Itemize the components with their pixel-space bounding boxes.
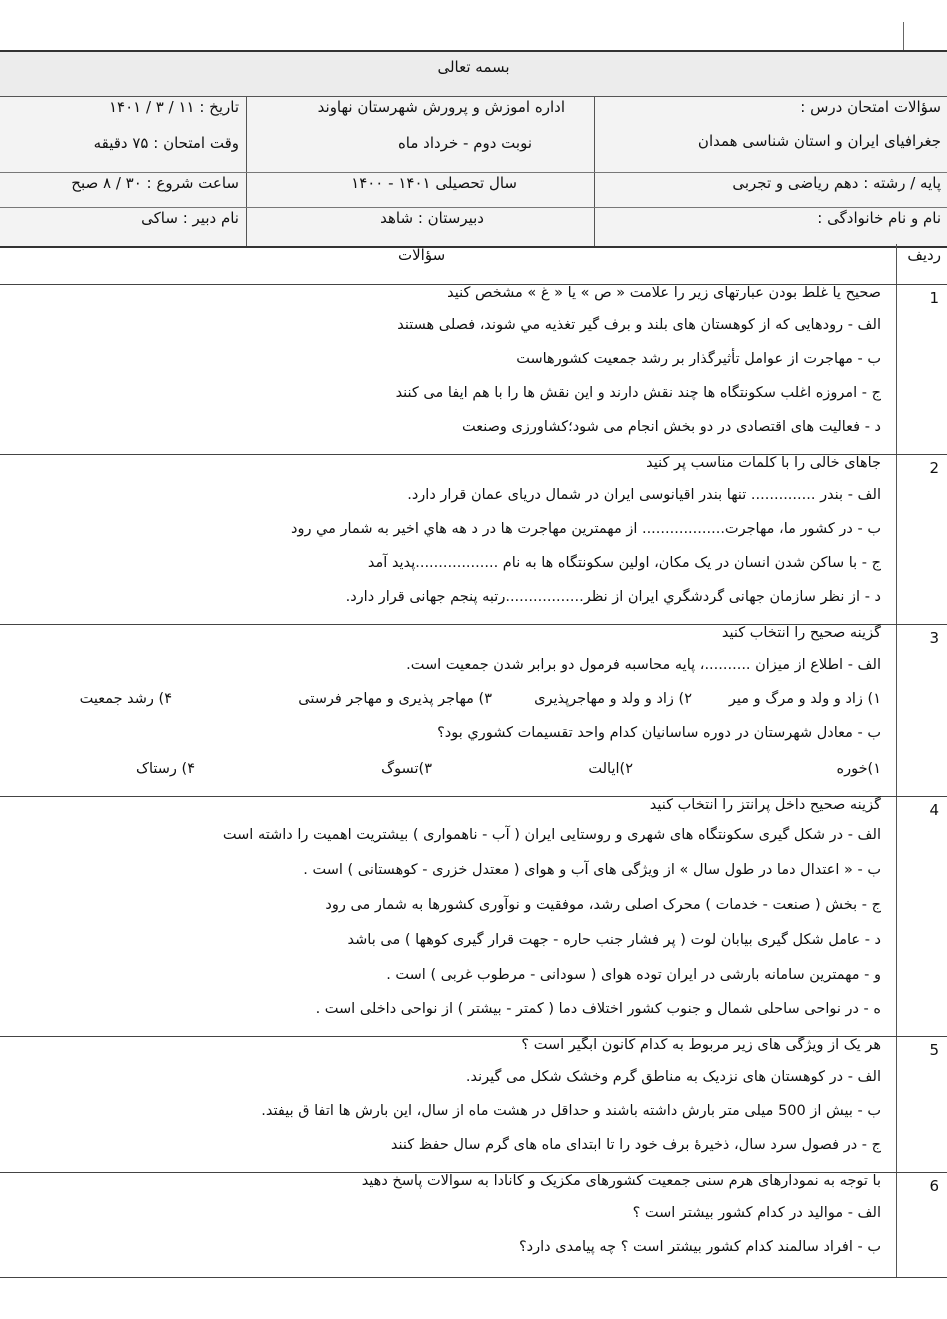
question-line: ب - معادل شهرستان در دوره ساسانیان کدام واحد تقسیمات کشوري بود؟ xyxy=(437,725,881,741)
option-2: ۲)ایالت xyxy=(588,761,633,777)
question-number: 1 xyxy=(929,289,939,307)
question-row-5 xyxy=(0,1036,947,1173)
student-name-field: نام و نام خانوادگی : xyxy=(817,209,941,227)
questions-table-header xyxy=(0,244,947,284)
school-name: دبیرستان : شاهد xyxy=(380,209,484,227)
question-line: الف - در کوهستان های نزدیک به مناطق گرم وخشک شکل می گیرند. xyxy=(465,1069,881,1085)
question-line: د - عامل شکل گیری بیابان لوت ( پر فشار جنب حاره - جهت قرار گیری کوهها ) می باشد xyxy=(347,932,881,948)
school-year: سال تحصیلی ۱۴۰۱ - ۱۴۰۰ xyxy=(351,174,517,192)
row-label: ردیف xyxy=(907,246,941,264)
question-row-3 xyxy=(0,624,947,797)
subject-name: جغرافیای ایران و استان شناسی همدان xyxy=(697,132,941,150)
question-title: هر یک از ویژگی های زیر مربوط به کدام کانون ابگیر است ؟ xyxy=(521,1037,881,1053)
question-line: ب - مهاجرت از عوامل تأثیرگذار بر رشد جمعیت کشورهاست xyxy=(516,351,881,367)
question-line: الف - موالید در کدام کشور بیشتر است ؟ xyxy=(632,1205,881,1221)
option-1: ۱) زاد و ولد و مرگ و میر xyxy=(728,691,881,707)
exam-duration: وقت امتحان : ۷۵ دقیقه xyxy=(93,134,239,152)
top-divider xyxy=(903,22,904,50)
question-row-1 xyxy=(0,284,947,455)
question-line: د - فعالیت های اقتصادی در دو بخش انجام می شود؛کشاورزی وصنعت xyxy=(461,419,881,435)
question-title: صحیح یا غلط بودن عبارتهای زیر را علامت « ص » یا « غ » مشخص کنید xyxy=(447,285,881,301)
question-line: ج - در فصول سرد سال، ذخیرهٔ برف خود را تا ابتدای ماه های گرم سال حفظ کنند xyxy=(390,1137,881,1153)
start-time: ساعت شروع : ۳۰ / ۸ صبح xyxy=(71,174,239,192)
question-line: ب - در کشور ما، مهاجرت.................. از مهمترین مهاجرت ها در د هه هاي اخیر به شمار مي رود xyxy=(290,521,881,537)
question-line: الف - در شکل گیری سکونتگاه های شهری و روستایی ایران ( آب - ناهمواری ) بیشتریت اهمیت را داشته است xyxy=(222,827,881,843)
question-row-6 xyxy=(0,1172,947,1278)
question-line: الف - بندر .............. تنها بندر اقیانوسی ایران در شمال دریای عمان قرار دارد. xyxy=(407,487,881,503)
question-number: 6 xyxy=(929,1177,939,1195)
question-line: ه - در نواحی ساحلی شمال و جنوب کشور اختلاف دما ( کمتر - بیشتر ) از نواحی داخلی است . xyxy=(315,1001,881,1017)
option-4: ۴) رشد جمعیت xyxy=(79,691,172,707)
question-line: و - مهمترین سامانه بارشی در ایران توده هوای ( سودانی - مرطوب غربی ) است . xyxy=(386,967,881,983)
exam-label: سؤالات امتحان درس : xyxy=(800,98,941,116)
option-3: ۳)تسوگ xyxy=(381,761,432,777)
question-title: جاهای خالی را با کلمات مناسب پر کنید xyxy=(646,455,881,471)
question-line: ب - « اعتدال دما در طول سال » از ویژگی های آب و هوای ( معتدل خزری - کوهستانی ) است . xyxy=(303,862,881,878)
question-title: گزینه صحیح داخل پرانتز را انتخاب کنید xyxy=(649,797,881,813)
bismillah: بسمه تعالی xyxy=(437,58,510,76)
question-title: با توجه به نمودارهای هرم سنی جمعیت کشورهای مکزیک و کانادا به سوالات پاسخ دهید xyxy=(361,1173,881,1189)
question-line: الف - اطلاع از میزان ..........، پایه محاسبه فرمول دو برابر شدن جمعیت است. xyxy=(406,657,881,673)
office-name: اداره اموزش و پرورش شهرستان نهاوند xyxy=(317,98,565,116)
option-3: ۳) مهاجر پذیری و مهاجر فرستی xyxy=(298,691,492,707)
question-number: 4 xyxy=(929,801,939,819)
header-title-band xyxy=(0,52,947,96)
option-4: ۴) رستاک xyxy=(136,761,195,777)
question-line: ج - با ساکن شدن انسان در یک مکان، اولین سکونتگاه ها به نام ..................پدید آمد xyxy=(367,555,881,571)
option-1: ۱)خوره xyxy=(836,761,881,777)
question-line: الف - رودهایی که از کوهستان های بلند و برف گیر تغذیه مي شوند، فصلی هستند xyxy=(397,317,881,333)
question-line: ب - افراد سالمند کدام کشور بیشتر است ؟ چه پیامدی دارد؟ xyxy=(518,1239,881,1255)
question-row-4 xyxy=(0,796,947,1037)
question-line: ج - امروزه اغلب سکونتگاه ها چند نقش دارند و این نقش ها را با هم ایفا می کنند xyxy=(395,385,881,401)
teacher-name: نام دبیر : ساکی xyxy=(141,209,239,227)
question-row-2 xyxy=(0,454,947,625)
question-number: 5 xyxy=(929,1041,939,1059)
question-line: ج - بخش ( صنعت - خدمات ) محرک اصلی رشد، موفقیت و نوآوری کشورها به شمار می رود xyxy=(325,897,881,913)
question-number: 2 xyxy=(929,459,939,477)
option-2: ۲) زاد و ولد و مهاجرپذیری xyxy=(534,691,692,707)
exam-header xyxy=(0,50,947,248)
grade-field: پایه / رشته : دهم ریاضی و تجربی xyxy=(732,174,941,192)
question-line: د - از نظر سازمان جهانی گردشگري ایران از نظر.................رتبه پنجم جهانی قرار دارد. xyxy=(345,589,881,605)
question-line: ب - بیش از 500 میلی متر بارش داشته باشند و حداقل در هشت ماه از سال، این بارش ها اتفا ق بیفتد. xyxy=(261,1103,881,1119)
questions-label: سؤالات xyxy=(398,246,446,264)
exam-session: نوبت دوم - خرداد ماه xyxy=(397,134,532,152)
question-title: گزینه صحیح را انتخاب کنید xyxy=(721,625,881,641)
exam-date: تاریخ : ۱۱ / ۳ / ۱۴۰۱ xyxy=(108,98,239,116)
question-number: 3 xyxy=(929,629,939,647)
